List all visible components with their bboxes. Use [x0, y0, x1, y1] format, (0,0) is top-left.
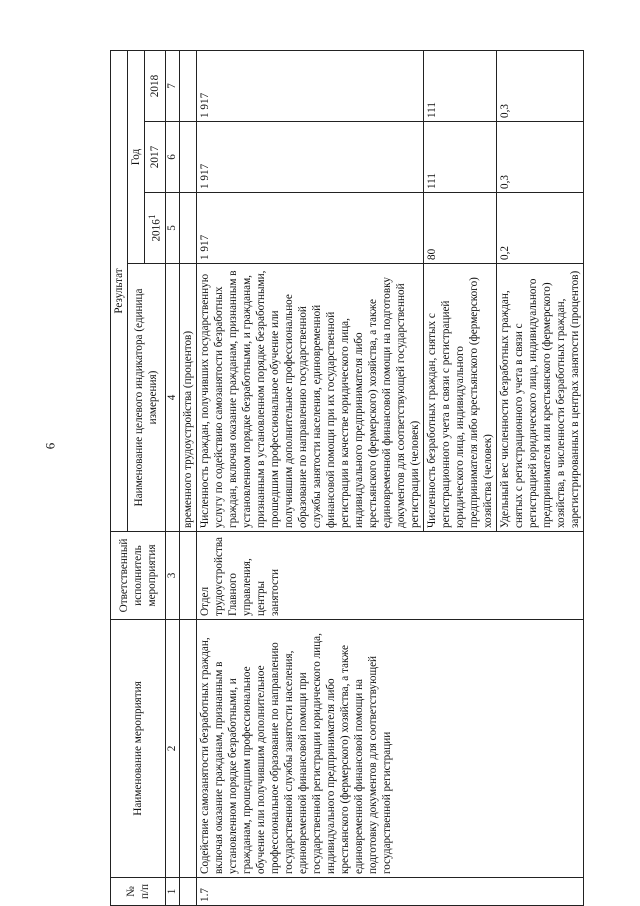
column-number: 2 — [165, 620, 179, 878]
header-no: № п/п — [111, 878, 166, 906]
indicator-value-2017: 111 — [423, 122, 496, 193]
indicator-text: Численность безработных граждан, снятых с регистрационного учета в связи с регистрацией юридического лица, индивидуального предпринимателя либо крестьянского (фермерского) хозяйства (человек) — [423, 264, 496, 532]
rotated-table-container — [110, 50, 600, 906]
row-activity-name: Содействие самозанятости безработных граждан, включая оказание гражданам, признанным в установленном порядке безработными, и гражданам, прошедшим профессиональное обучение или получившим дополнительное профессиональное образование по направлению государственной службы занятости населения, единовременной финансовой помощи при государственной регистрации юридического лица, индивидуального предпринимателя либо крестьянского (фермерского) хозяйства, а также единовременной финансовой помощи на подготовку документов для соответствующей государственной регистрации — [196, 620, 583, 878]
header-2016 — [145, 193, 166, 264]
header-indicator: Наименование целевого индикатора (единица измерения) — [128, 264, 166, 532]
program-table — [110, 50, 584, 906]
column-number: 3 — [165, 532, 179, 620]
column-number: 6 — [165, 122, 179, 193]
indicator-value-2017: 1 917 — [196, 122, 423, 193]
continuation-row — [179, 51, 196, 906]
indicator-value-2018: 111 — [423, 51, 496, 122]
header-2016-label: 2016 — [150, 219, 163, 242]
cont-indicator: временного трудоустройства (процентов) — [179, 264, 196, 532]
indicator-text: Удельный вес численности безработных граждан, снятых с регистрационного учета в связи с регистрацией юридического лица, индивидуального предпринимателя или крестьянского (фермерского) хозяйства, в численности безработных граждан, зарегистрированных в центрах занятости (процентов) — [496, 264, 583, 532]
indicator-value-2018: 1 917 — [196, 51, 423, 122]
indicator-value-2018: 0,3 — [496, 51, 583, 122]
cont-no — [179, 878, 196, 906]
indicator-value-2016: 1 917 — [196, 193, 423, 264]
page-number: 6 — [42, 442, 58, 450]
table-row — [196, 51, 423, 906]
header-year: Год — [128, 51, 145, 264]
header-executor: Ответственный исполнитель мероприятия — [111, 532, 166, 620]
cont-2017 — [179, 122, 196, 193]
header-2016-footnote: 1 — [148, 214, 158, 220]
indicator-value-2016: 0,2 — [496, 193, 583, 264]
indicator-text: Численность граждан, получивших государственную услугу по содействию самозанятости безработных граждан, включая оказание гражданам, признанным в установленном порядке безработными, и гражданам, признанным в установленном порядке безработными, прошедшим профессиональное обучение или получившим дополнительное профессиональное образование по направлению государственной службы занятости населения, единовременной финансовой помощи при их государственной регистрации в качестве юридического лица, индивидуального предпринимателя либо крестьянского (фермерского) хозяйства, а также единовременной финансовой помощи на подготовку документов для соответствующей государственной регистрации (человек) — [196, 264, 423, 532]
header-name: Наименование мероприятия — [111, 620, 166, 878]
indicator-value-2016: 80 — [423, 193, 496, 264]
column-number: 1 — [165, 878, 179, 906]
header-2018: 2018 — [145, 51, 166, 122]
indicator-value-2017: 0,3 — [496, 122, 583, 193]
row-no: 1.7 — [196, 878, 583, 906]
row-executor: Отдел трудоустройства Главного управления, центры занятости — [196, 532, 583, 620]
header-2017: 2017 — [145, 122, 166, 193]
header-result: Результат — [111, 51, 128, 532]
cont-2016 — [179, 193, 196, 264]
cont-2018 — [179, 51, 196, 122]
column-number: 4 — [165, 264, 179, 532]
column-number: 7 — [165, 51, 179, 122]
cont-executor — [179, 532, 196, 620]
column-number: 5 — [165, 193, 179, 264]
cont-name — [179, 620, 196, 878]
